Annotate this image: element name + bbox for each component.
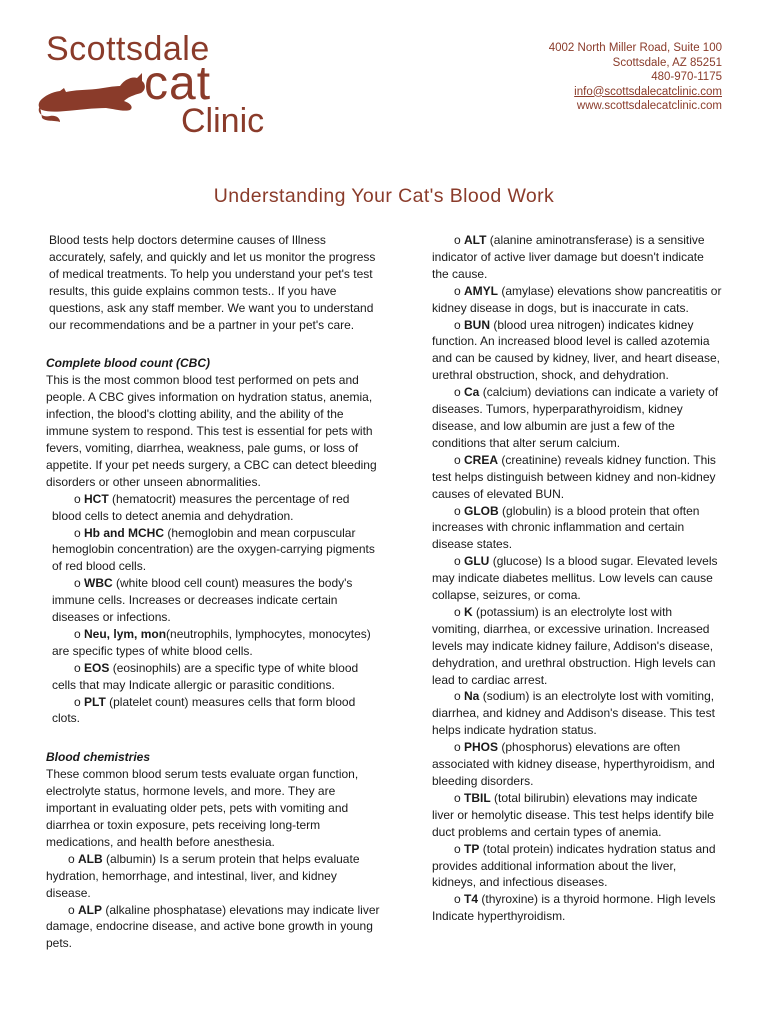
cbc-paragraph: This is the most common blood test performed on pets and people. A CBC gives information on hydration status, anemia, infection, the blood's clotting ability, and the ability of the immune system to respond. This test is essential for pets with fevers, vomiting, diarrhea, weakness, pale gums, or loss of appetite. If your pet needs surgery, a CBC can detect bleeding disorders or other unseen abnormalities. <box>46 373 377 489</box>
test-description: (glucose) Is a blood sugar. Elevated levels may indicate diabetes mellitus. Low levels can cause collapse, seizures, or coma. <box>432 554 718 603</box>
test-abbreviation: WBC <box>84 576 113 591</box>
test-abbreviation: T4 <box>464 892 479 907</box>
test-description: (calcium) deviations can indicate a variety of diseases. Tumors, hyperparathyroidism, kidney disease, and low albumin are just a few of the conditions that alter serum calcium. <box>432 385 719 450</box>
test-description: (potassium) is an electrolyte lost with vomiting, diarrhea, or excessive urination. Increased levels may indicate kidney failure, Addison's disease, dehydration, and urethral obstruction. High levels can lead to cardiac arrest. <box>432 604 716 687</box>
cbc-test-list <box>46 491 382 728</box>
test-item-crea <box>432 452 722 503</box>
test-description: (alanine aminotransferase) is a sensitive indicator of active liver damage but doesn't indicate the cause. <box>432 233 705 281</box>
test-description: (thyroxine) is a thyroid hormone. High levels Indicate hyperthyroidism. <box>432 892 716 924</box>
test-abbreviation: PLT <box>84 694 106 709</box>
bullet-marker: o <box>68 902 79 917</box>
test-description: (creatinine) reveals kidney function. This test helps distinguish between kidney and non-kidney causes of elevated BUN. <box>432 452 716 501</box>
test-description: (total bilirubin) elevations may indicate liver or hemolytic disease. This test helps identify bile duct problems and certain types of anemia. <box>432 790 714 839</box>
test-description: (blood urea nitrogen) indicates kidney function. An increased blood level is called azotemia and can be caused by kidney, liver, and heart disease, urethral obstruction, shock, and dehydration. <box>432 317 720 383</box>
right-column <box>432 232 722 925</box>
test-item-glob <box>432 503 722 554</box>
test-abbreviation: K <box>464 604 473 619</box>
test-description: (phosphorus) elevations are often associated with kidney disease, hyperthyroidism, and bleeding disorders. <box>432 740 715 788</box>
test-abbreviation: ALT <box>464 233 487 247</box>
test-item-plt <box>46 694 382 728</box>
chem-test-list-right <box>432 232 722 925</box>
bullet-marker: o <box>68 851 79 866</box>
phone-number: 480-970-1175 <box>651 71 722 83</box>
city-line: Scottsdale, AZ 85251 <box>612 56 722 69</box>
contact-info <box>549 41 722 114</box>
clinic-logo <box>38 30 278 140</box>
test-abbreviation: ALP <box>78 902 103 917</box>
page-title: Understanding Your Cat's Blood Work <box>213 185 555 207</box>
test-abbreviation: CREA <box>464 452 499 467</box>
test-abbreviation: Neu, lym, mon <box>84 626 167 641</box>
test-description: (alkaline phosphatase) elevations may indicate liver damage, endocrine disease, and active bone growth in young pets. <box>46 902 380 951</box>
intro-paragraph: Blood tests help doctors determine causes of Illness accurately, safely, and quickly and let us monitor the progress of medical treatments. To help you understand your pet's test results, this guide explains common tests.. If you have questions, ask any staff member. We want you to understand our recommendations and be a partner in your pet's care. <box>49 233 376 332</box>
test-description: (white blood cell count) measures the body's immune cells. Increases or decreases indicate certain diseases or infections. <box>52 576 353 625</box>
bullet-marker: o <box>454 604 465 619</box>
bullet-marker: o <box>454 841 465 856</box>
test-description: (hematocrit) measures the percentage of red blood cells to detect anemia and dehydration. <box>52 491 350 523</box>
test-item-phos <box>432 739 722 790</box>
logo-word-cat: cat <box>144 57 212 110</box>
test-item-alp <box>46 902 382 953</box>
test-item-bun <box>432 317 722 385</box>
test-description: (platelet count) measures cells that form blood clots. <box>52 694 356 726</box>
test-abbreviation: AMYL <box>464 283 499 298</box>
test-item-t4 <box>432 891 722 925</box>
test-item-eos <box>46 660 382 694</box>
bullet-marker: o <box>454 689 465 704</box>
test-abbreviation: Hb and MCHC <box>84 525 165 540</box>
test-abbreviation: GLU <box>464 554 490 569</box>
test-item-alt <box>432 232 722 283</box>
bullet-marker: o <box>74 660 85 675</box>
chem-paragraph: These common blood serum tests evaluate organ function, electrolyte status, hormone levels, and more. They are important in evaluating older pets, pets with vomiting and diarrhea or toxin exposure, pets receiving long-term medications, and health before anesthesia. <box>46 767 359 849</box>
logo-word-scottsdale: Scottsdale <box>46 30 210 68</box>
bullet-marker: o <box>74 525 85 540</box>
bullet-marker: o <box>454 503 465 518</box>
test-item-amyl <box>432 283 722 317</box>
cbc-heading: Complete blood count (CBC) <box>46 356 210 371</box>
test-description: (eosinophils) are a specific type of white blood cells that may Indicate allergic or parasitic conditions. <box>52 660 359 692</box>
test-item-neu-lym-mon <box>46 626 382 660</box>
bullet-marker: o <box>454 385 465 400</box>
bullet-marker: o <box>74 491 85 506</box>
test-item-k <box>432 604 722 689</box>
test-abbreviation: TBIL <box>464 790 491 805</box>
test-abbreviation: TP <box>464 841 480 856</box>
test-description: (hemoglobin and mean corpuscular hemoglobin concentration) are the oxygen-carrying pigments of red blood cells. <box>52 525 375 574</box>
test-description: (amylase) elevations show pancreatitis or kidney disease in dogs, but is inaccurate in cats. <box>432 283 722 315</box>
test-description: (sodium) is an electrolyte lost with vomiting, diarrhea, and kidney and Addison's disease. This test helps indicate hydration status. <box>432 689 715 738</box>
cat-silhouette-icon <box>38 68 150 132</box>
test-abbreviation: GLOB <box>464 503 499 518</box>
chem-heading: Blood chemistries <box>46 750 151 765</box>
left-column <box>46 232 382 952</box>
test-item-na <box>432 688 722 739</box>
test-description: (albumin) Is a serum protein that helps evaluate hydration, hemorrhage, and intestinal, liver, and kidney disease. <box>46 851 360 900</box>
test-description: (total protein) indicates hydration status and provides additional information about the liver, kidneys, and infectious diseases. <box>432 841 716 890</box>
test-item-ca <box>432 384 722 452</box>
bullet-marker: o <box>454 892 465 907</box>
bullet-marker: o <box>454 790 465 805</box>
test-item-alb <box>46 851 382 902</box>
address-line: 4002 North Miller Road, Suite 100 <box>548 42 722 54</box>
bullet-marker: o <box>74 576 85 591</box>
bullet-marker: o <box>74 626 85 641</box>
chem-test-list-left <box>46 851 382 952</box>
test-item-tp <box>432 841 722 892</box>
test-abbreviation: HCT <box>84 491 109 506</box>
logo-word-clinic: Clinic <box>181 102 265 140</box>
bullet-marker: o <box>454 740 465 755</box>
test-item-glu <box>432 553 722 604</box>
test-item-hct <box>46 491 382 525</box>
bullet-marker: o <box>454 233 465 247</box>
bullet-marker: o <box>454 283 465 298</box>
test-abbreviation: PHOS <box>464 740 499 755</box>
bullet-marker: o <box>74 694 85 709</box>
bullet-marker: o <box>454 554 465 569</box>
test-abbreviation: ALB <box>78 851 103 866</box>
test-item-wbc <box>46 575 382 626</box>
test-abbreviation: BUN <box>464 317 491 332</box>
test-abbreviation: EOS <box>84 660 110 675</box>
test-description: (neutrophils, lymphocytes, monocytes) are specific types of white blood cells. <box>52 626 371 658</box>
test-item-hb-and-mchc <box>46 525 382 576</box>
test-description: (globulin) is a blood protein that often increases with chronic inflammation and certain disease states. <box>432 503 700 552</box>
website-link[interactable]: www.scottsdalecatclinic.com <box>576 100 722 112</box>
test-item-tbil <box>432 790 722 841</box>
bullet-marker: o <box>454 317 465 332</box>
email-link[interactable]: info@scottsdalecatclinic.com <box>574 85 722 98</box>
test-abbreviation: Na <box>464 689 480 704</box>
bullet-marker: o <box>454 452 465 467</box>
test-abbreviation: Ca <box>464 385 480 400</box>
